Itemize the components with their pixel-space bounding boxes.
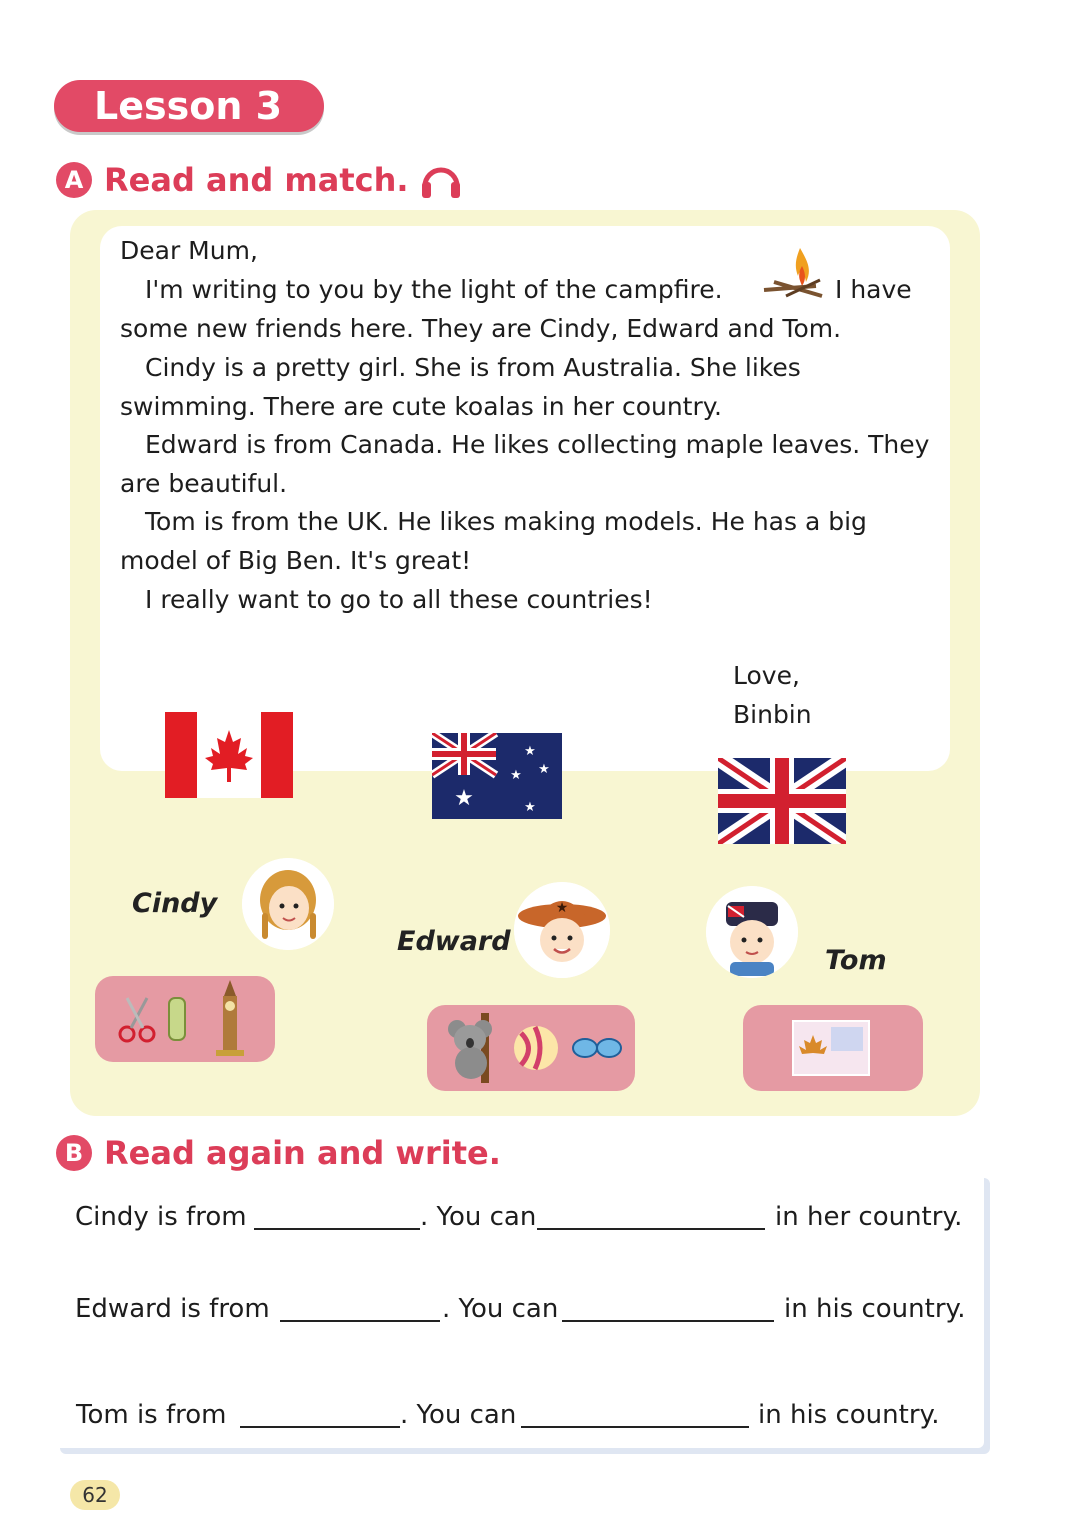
svg-text:★: ★ [524,744,536,759]
headphones-icon[interactable] [419,160,463,200]
section-a-heading [56,160,463,200]
section-b-heading [56,1134,501,1172]
picture-box-maple-leaves[interactable] [743,1005,923,1091]
lesson-label: Lesson 3 [94,84,283,128]
row-1-prefix: Cindy is from [75,1202,247,1232]
big-ben-model-icon [210,978,250,1058]
section-a-badge: A [56,162,92,198]
cindy-avatar[interactable] [242,858,334,950]
section-b-badge: B [56,1135,92,1171]
row-3-blank-activity[interactable] [521,1426,749,1428]
tom-avatar[interactable] [706,886,798,978]
letter-line: I'm writing to you by the light of the campfire. [145,275,723,304]
koala-icon [441,1013,501,1083]
letter-line: model of Big Ben. It's great! [120,546,472,575]
edward-avatar[interactable] [514,882,610,978]
row-1-blank-activity[interactable] [537,1228,765,1230]
row-1-suffix: in her country. [775,1202,963,1232]
letter-line: are beautiful. [120,469,288,498]
svg-text:★: ★ [510,768,522,783]
uk-flag[interactable] [718,758,846,844]
letter-line: some new friends here. They are Cindy, Edward and Tom. [120,314,842,343]
row-3-prefix: Tom is from [76,1400,227,1430]
row-2-suffix: in his country. [784,1294,966,1324]
row-1-middle: . You can [420,1202,537,1232]
letter-line: I have [835,275,912,304]
svg-text:★: ★ [454,786,474,811]
letter-line: Edward is from Canada. He likes collecting maple leaves. They [145,430,930,459]
letter-signature: Binbin [733,700,812,729]
tom-name: Tom [825,945,887,976]
glue-stick-icon [167,996,187,1042]
beach-ball-icon [511,1023,561,1073]
scissors-icon [117,994,157,1044]
canada-flag[interactable] [165,712,293,798]
row-3-suffix: in his country. [758,1400,940,1430]
page-number: 62 [70,1480,120,1510]
svg-text:★: ★ [555,900,569,916]
row-3-blank-country[interactable] [240,1426,400,1428]
campfire-icon [760,240,830,310]
letter-line: Tom is from the UK. He likes making models. He has a big [145,507,867,536]
lesson-banner [54,80,324,132]
row-3-middle: . You can [400,1400,517,1430]
cindy-name: Cindy [132,888,218,919]
row-2-blank-country[interactable] [280,1320,440,1322]
section-b-title: Read again and write. [104,1134,501,1172]
letter-line: I really want to go to all these countries! [145,585,653,614]
row-1-blank-country[interactable] [254,1228,420,1230]
svg-text:★: ★ [538,762,550,777]
swimming-goggles-icon [569,1033,625,1063]
section-a-title: Read and match. [104,161,409,199]
picture-box-koala[interactable] [427,1005,635,1091]
maple-leaf-stamps-icon [791,1019,871,1077]
row-2-blank-activity[interactable] [562,1320,774,1322]
row-2-middle: . You can [442,1294,559,1324]
row-2-prefix: Edward is from [75,1294,270,1324]
letter-line: swimming. There are cute koalas in her country. [120,392,722,421]
letter-greeting: Dear Mum, [120,236,258,265]
svg-text:★: ★ [524,800,536,815]
picture-box-models[interactable] [95,976,275,1062]
australia-flag[interactable] [432,733,562,819]
letter-closing: Love, [733,661,800,690]
edward-name: Edward [397,926,511,957]
letter-line: Cindy is a pretty girl. She is from Australia. She likes [145,353,801,382]
